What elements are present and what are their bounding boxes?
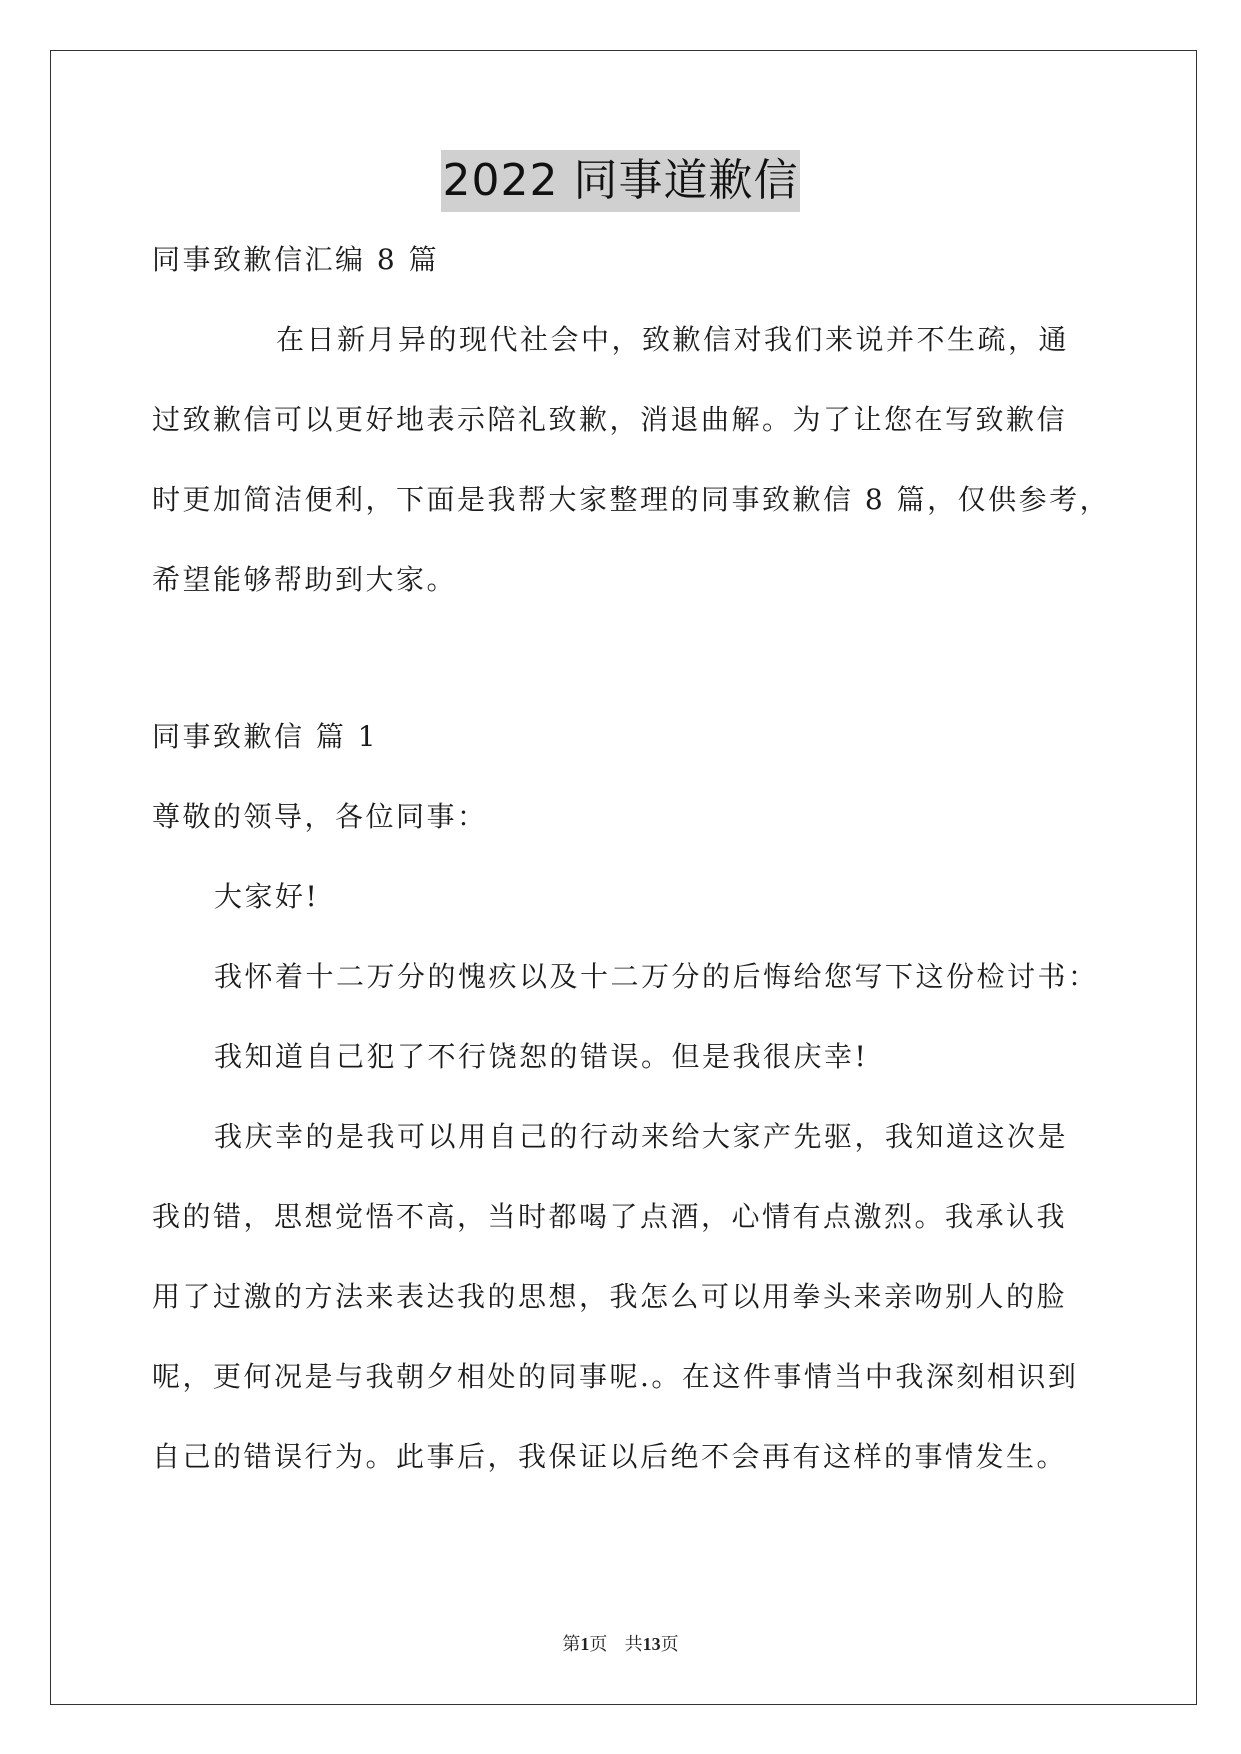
body-paragraph-1: 我怀着十二万分的愧疚以及十二万分的后悔给您写下这份检讨书： bbox=[214, 960, 1099, 993]
intro-line-2: 过致歉信可以更好地表示陪礼致歉，消退曲解。为了让您在写致歉信 bbox=[152, 403, 1068, 436]
body-paragraph-3-line-5: 自己的错误行为。此事后，我保证以后绝不会再有这样的事情发生。 bbox=[152, 1440, 1068, 1473]
intro-line-1: 在日新月异的现代社会中，致歉信对我们来说并不生疏，通 bbox=[276, 323, 1070, 356]
page-prefix: 第 bbox=[562, 1634, 581, 1655]
title-container bbox=[0, 150, 1241, 212]
body-paragraph-3-line-2: 我的错，思想觉悟不高，当时都喝了点酒，心情有点激烈。我承认我 bbox=[152, 1200, 1068, 1233]
total-suffix: 页 bbox=[660, 1634, 679, 1655]
intro-line-4: 希望能够帮助到大家。 bbox=[152, 563, 458, 596]
page-number: 1 bbox=[580, 1634, 590, 1654]
body-paragraph-3-line-1: 我庆幸的是我可以用自己的行动来给大家产先驱，我知道这次是 bbox=[214, 1120, 1069, 1153]
page-footer bbox=[0, 1630, 1241, 1656]
body-paragraph-3-line-4: 呢，更何况是与我朝夕相处的同事呢.。在这件事情当中我深刻相识到 bbox=[152, 1360, 1079, 1393]
intro-line-3: 时更加简洁便利，下面是我帮大家整理的同事致歉信 8 篇，仅供参考， bbox=[152, 483, 1111, 516]
section-heading: 同事致歉信 篇 1 bbox=[152, 720, 379, 753]
total-pages: 13 bbox=[642, 1634, 661, 1654]
salutation: 尊敬的领导，各位同事： bbox=[152, 800, 488, 833]
document-title: 2022 同事道歉信 bbox=[441, 150, 801, 212]
greeting: 大家好! bbox=[214, 880, 320, 913]
page-suffix: 页 bbox=[589, 1634, 608, 1655]
body-paragraph-3-line-3: 用了过激的方法来表达我的思想，我怎么可以用拳头来亲吻别人的脸 bbox=[152, 1280, 1068, 1313]
body-paragraph-2: 我知道自己犯了不行饶恕的错误。但是我很庆幸! bbox=[214, 1040, 869, 1073]
total-prefix: 共 bbox=[624, 1634, 643, 1655]
subtitle: 同事致歉信汇编 8 篇 bbox=[152, 243, 440, 276]
